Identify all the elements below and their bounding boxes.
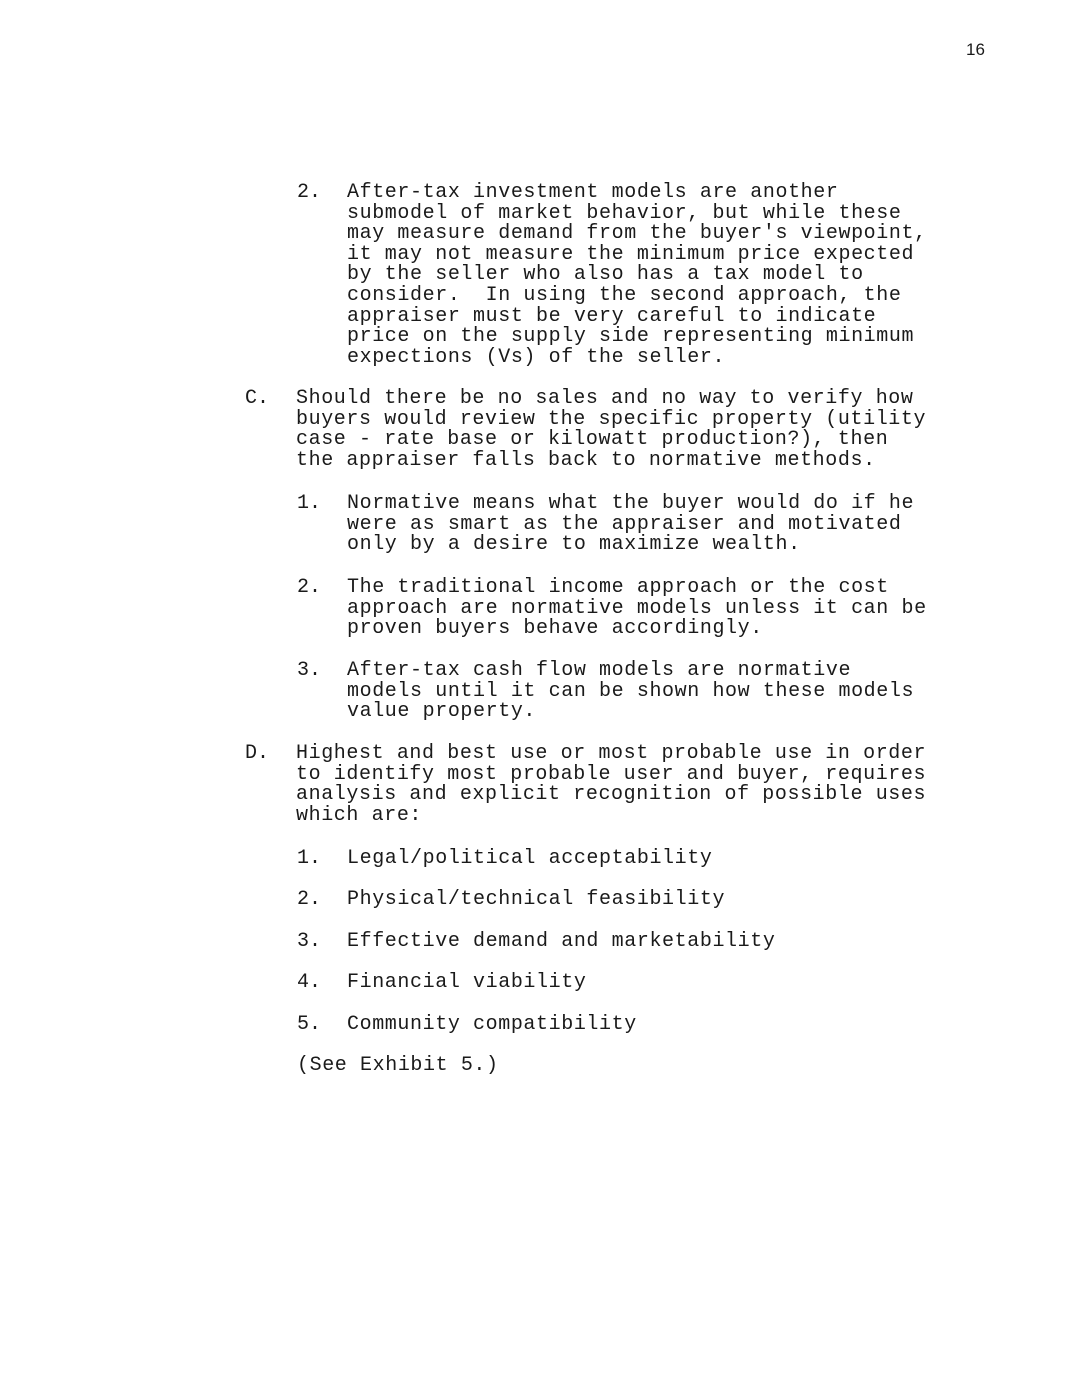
text-line: which are: — [296, 803, 423, 827]
text-line: Financial viability — [347, 971, 587, 994]
text-line: Physical/technical feasibility — [347, 888, 726, 911]
text-line: to identify most probable user and buyer, requires — [296, 762, 927, 786]
text-line: value property. — [347, 700, 537, 724]
text-line: buyers would review the specific property (utility — [296, 407, 927, 431]
text-line: appraiser must be very careful to indicate — [347, 304, 877, 328]
text-line: Highest and best use or most probable use in order — [296, 742, 927, 765]
text-line: it may not measure the minimum price expected — [347, 242, 915, 266]
text-line: by the seller who also has a tax model to — [347, 263, 864, 287]
list-marker: 1. — [297, 492, 322, 515]
text-line: consider. In using the second approach, the — [347, 284, 902, 307]
text-line: were as smart as the appraiser and motivated — [347, 512, 902, 536]
list-marker: D. — [245, 742, 270, 765]
text-line: After-tax cash flow models are normative — [347, 659, 852, 682]
text-line: models until it can be shown how these models — [347, 679, 915, 703]
text-line: case - rate base or kilowatt production?), then — [296, 428, 889, 452]
text-line: After-tax investment models are another — [347, 181, 839, 204]
text-line: only by a desire to maximize wealth. — [347, 533, 801, 557]
text-line: may measure demand from the buyer's viewpoint, — [347, 222, 927, 246]
text-line: submodel of market behavior, but while these — [347, 201, 902, 225]
text-line: The traditional income approach or the cost — [347, 576, 889, 599]
list-marker: 2. — [297, 181, 322, 204]
text-line: price on the supply side representing minimum — [347, 325, 915, 349]
text-line: Should there be no sales and no way to verify how — [296, 387, 914, 410]
text-line: Effective demand and marketability — [347, 930, 776, 953]
list-marker: 3. — [297, 930, 322, 953]
list-marker: 2. — [297, 576, 322, 599]
text-line: approach are normative models unless it can be — [347, 596, 927, 620]
page-number: 16 — [966, 40, 985, 59]
list-marker: C. — [245, 387, 270, 410]
list-marker: 2. — [297, 888, 322, 911]
list-marker: 3. — [297, 659, 322, 682]
text-line: Normative means what the buyer would do if he — [347, 492, 915, 515]
text-line: the appraiser falls back to normative methods. — [296, 448, 876, 472]
list-marker: 5. — [297, 1013, 322, 1036]
text-line: proven buyers behave accordingly. — [347, 617, 763, 641]
list-marker: 1. — [297, 847, 322, 870]
list-marker: 4. — [297, 971, 322, 994]
text-line: analysis and explicit recognition of possible uses — [296, 783, 927, 807]
exhibit-reference: (See Exhibit 5.) — [297, 1054, 499, 1077]
text-line: Community compatibility — [347, 1013, 637, 1036]
text-line: expections (Vs) of the seller. — [347, 345, 726, 369]
text-line: Legal/political acceptability — [347, 847, 713, 870]
